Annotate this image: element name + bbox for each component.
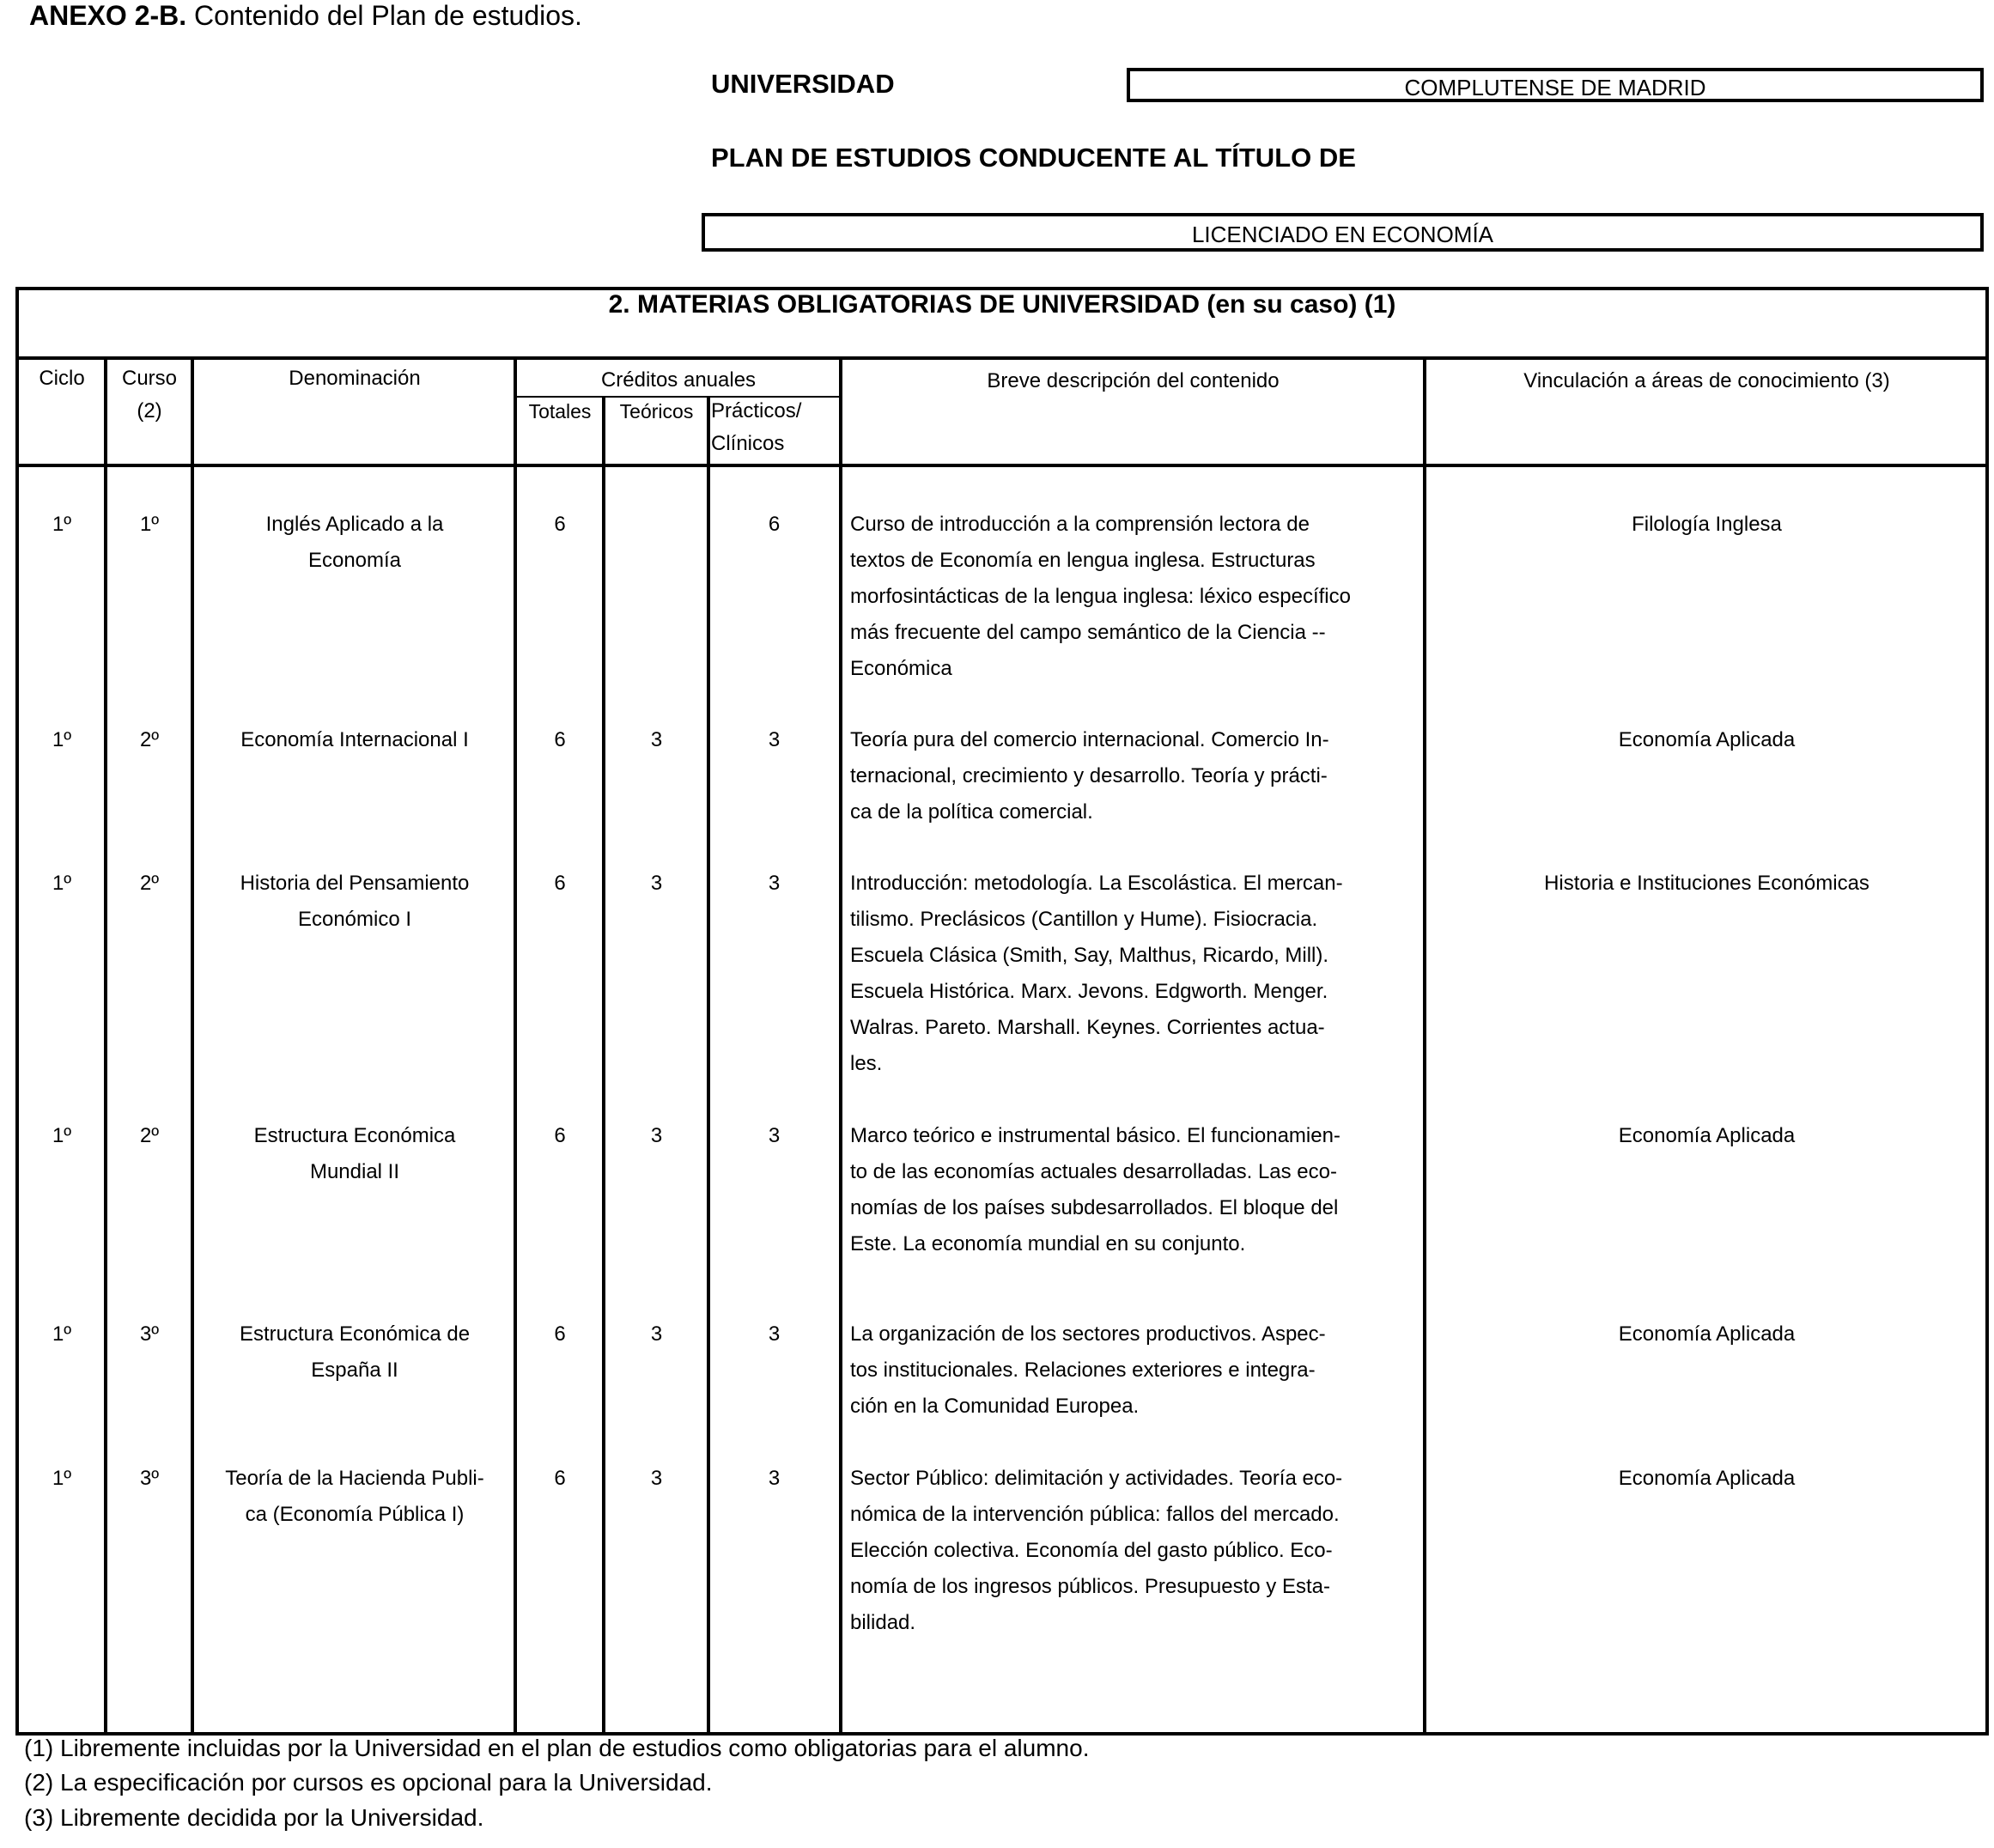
cell-descripcion-line: textos de Economía en lengua inglesa. Estructuras [850,549,1316,572]
cell-denominacion-line: ca (Economía Pública I) [245,1503,465,1526]
cell-denominacion [194,866,515,938]
cell-teoricos: 3 [650,872,663,895]
header-vinculacion: Vinculación a áreas de conocimiento (3) [1523,369,1890,392]
plan-label: PLAN DE ESTUDIOS CONDUCENTE AL TÍTULO DE [711,143,1356,173]
footnote-3: (3) Libremente decidida por la Universidad. [24,1804,484,1831]
university-value: COMPLUTENSE DE MADRID [1127,68,1984,102]
header-descripcion: Breve descripción del contenido [987,369,1280,392]
cell-descripcion-line: Marco teórico e instrumental básico. El funcionamien- [850,1124,1340,1147]
cell-denominacion-line: Inglés Aplicado a la [265,513,444,536]
cell-descripcion-line: Elección colectiva. Economía del gasto público. Eco- [850,1539,1333,1562]
title-divider [15,356,1989,360]
cell-totales: 6 [554,728,566,751]
cell-area: Historia e Instituciones Económicas [1544,872,1869,895]
cell-curso: 3º [139,1322,160,1346]
cell-totales: 6 [554,1467,566,1490]
cell-denominacion [194,1118,515,1190]
header-divider [15,464,1989,467]
cell-teoricos: 3 [650,1322,663,1346]
cell-totales: 6 [554,1322,566,1346]
cell-teoricos: 3 [650,1124,663,1147]
cell-area: Filología Inglesa [1632,513,1782,536]
cell-descripcion [850,507,1417,687]
cell-descripcion [850,1118,1417,1262]
cell-descripcion-line: Escuela Histórica. Marx. Jevons. Edgworth. Menger. [850,980,1328,1003]
header-practicos [709,395,841,460]
degree-value: LICENCIADO EN ECONOMÍA [702,213,1984,252]
cell-descripcion [850,1316,1417,1425]
cell-descripcion-line: Curso de introducción a la comprensión lectora de [850,513,1310,536]
cell-denominacion-line: Estructura Económica [253,1124,456,1147]
cell-totales: 6 [554,1124,566,1147]
header-curso-note: (2) [137,399,162,422]
annex-title [29,0,582,32]
cell-descripcion-line: Escuela Clásica (Smith, Say, Malthus, Ricardo, Mill). [850,944,1329,967]
cell-descripcion-line: les. [850,1052,883,1075]
cell-descripcion-line: tos institucionales. Relaciones exteriores e integra- [850,1359,1316,1382]
cell-ciclo: 1º [52,728,72,751]
col-divider-descripcion [1423,358,1426,1734]
cell-descripcion-line: bilidad. [850,1611,916,1634]
cell-ciclo: 1º [52,513,72,536]
cell-curso: 2º [139,1124,160,1147]
cell-ciclo: 1º [52,872,72,895]
annex-label: ANEXO 2-B. [29,0,187,31]
cell-area: Economía Aplicada [1618,728,1796,751]
cell-descripcion-line: tilismo. Preclásicos (Cantillon y Hume). Fisiocracia. [850,908,1318,931]
cell-practicos: 3 [768,1322,781,1346]
cell-ciclo: 1º [52,1124,72,1147]
cell-denominacion [194,1461,515,1533]
cell-descripcion [850,1461,1417,1641]
cell-descripcion-line: Teoría pura del comercio internacional. Comercio In- [850,728,1329,751]
cell-denominacion-line: Estructura Económica de [239,1322,471,1346]
header-totales: Totales [528,400,592,422]
cell-curso: 3º [139,1467,160,1490]
section-title: 2. MATERIAS OBLIGATORIAS DE UNIVERSIDAD (en su caso) (1) [608,290,1396,319]
cell-practicos: 6 [768,513,781,536]
cell-practicos: 3 [768,1124,781,1147]
cell-denominacion [194,722,515,758]
cell-descripcion-line: ca de la política comercial. [850,800,1093,824]
cell-descripcion [850,722,1417,830]
cell-area: Economía Aplicada [1618,1467,1796,1490]
cell-ciclo: 1º [52,1467,72,1490]
cell-descripcion-line: Sector Público: delimitación y actividades. Teoría eco- [850,1467,1343,1490]
cell-descripcion-line: Económica [850,657,952,680]
university-label: UNIVERSIDAD [711,69,895,99]
cell-descripcion-line: nomía de los ingresos públicos. Presupuesto y Esta- [850,1575,1330,1598]
header-ciclo: Ciclo [39,367,85,390]
cell-descripcion-line: Este. La economía mundial en su conjunto. [850,1232,1246,1255]
cell-descripcion-line: to de las economías actuales desarrolladas. Las eco- [850,1160,1337,1183]
cell-descripcion-line: ternacional, crecimiento y desarrollo. Teoría y prácti- [850,764,1328,787]
cell-denominacion-line: Mundial II [309,1160,400,1183]
cell-curso: 1º [139,513,160,536]
cell-descripcion-line: nómica de la intervención pública: fallos del mercado. [850,1503,1340,1526]
header-practicos-label: Prácticos/ [711,399,802,422]
cell-descripcion-line: Walras. Pareto. Marshall. Keynes. Corrientes actua- [850,1016,1325,1039]
footnote-2: (2) La especificación por cursos es opcional para la Universidad. [24,1769,713,1796]
footnote-1: (1) Libremente incluidas por la Universidad en el plan de estudios como obligatorias para el alumno. [24,1735,1090,1761]
col-divider-ciclo [104,358,107,1734]
cell-denominacion-line: Economía Internacional I [240,728,469,751]
col-divider-totales [602,396,605,1734]
cell-denominacion-line: Historia del Pensamiento [240,872,470,895]
cell-practicos: 3 [768,728,781,751]
header-curso [106,362,192,428]
cell-practicos: 3 [768,1467,781,1490]
header-teoricos: Teóricos [619,400,694,422]
cell-practicos: 3 [768,872,781,895]
cell-denominacion-line: Teoría de la Hacienda Publi- [225,1467,484,1490]
col-divider-creditos [839,358,842,1734]
cell-descripcion-line: ción en la Comunidad Europea. [850,1395,1140,1418]
cell-totales: 6 [554,872,566,895]
header-creditos: Créditos anuales [600,368,757,392]
col-divider-teoricos [707,396,710,1734]
cell-denominacion [194,1316,515,1389]
cell-descripcion [850,866,1417,1082]
cell-totales: 6 [554,513,566,536]
cell-descripcion-line: morfosintácticas de la lengua inglesa: léxico específico [850,585,1351,608]
cell-denominacion-line: Económico I [297,908,412,931]
cell-descripcion-line: Introducción: metodología. La Escolástica. El mercan- [850,872,1343,895]
cell-curso: 2º [139,872,160,895]
cell-teoricos: 3 [650,1467,663,1490]
cell-denominacion [194,507,515,579]
annex-subtitle: Contenido del Plan de estudios. [186,0,582,31]
cell-denominacion-line: Economía [307,549,402,572]
cell-ciclo: 1º [52,1322,72,1346]
header-clinicos-label: Clínicos [711,432,785,455]
cell-denominacion-line: España II [311,1359,398,1382]
cell-area: Economía Aplicada [1618,1322,1796,1346]
header-curso-label: Curso [121,367,178,390]
cell-area: Economía Aplicada [1618,1124,1796,1147]
cell-descripcion-line: nomías de los países subdesarrollados. El bloque del [850,1196,1339,1219]
cell-teoricos: 3 [650,728,663,751]
header-denominacion: Denominación [289,367,421,390]
cell-descripcion-line: más frecuente del campo semántico de la Ciencia -- [850,621,1326,644]
cell-descripcion-line: La organización de los sectores productivos. Aspec- [850,1322,1326,1346]
cell-curso: 2º [139,728,160,751]
